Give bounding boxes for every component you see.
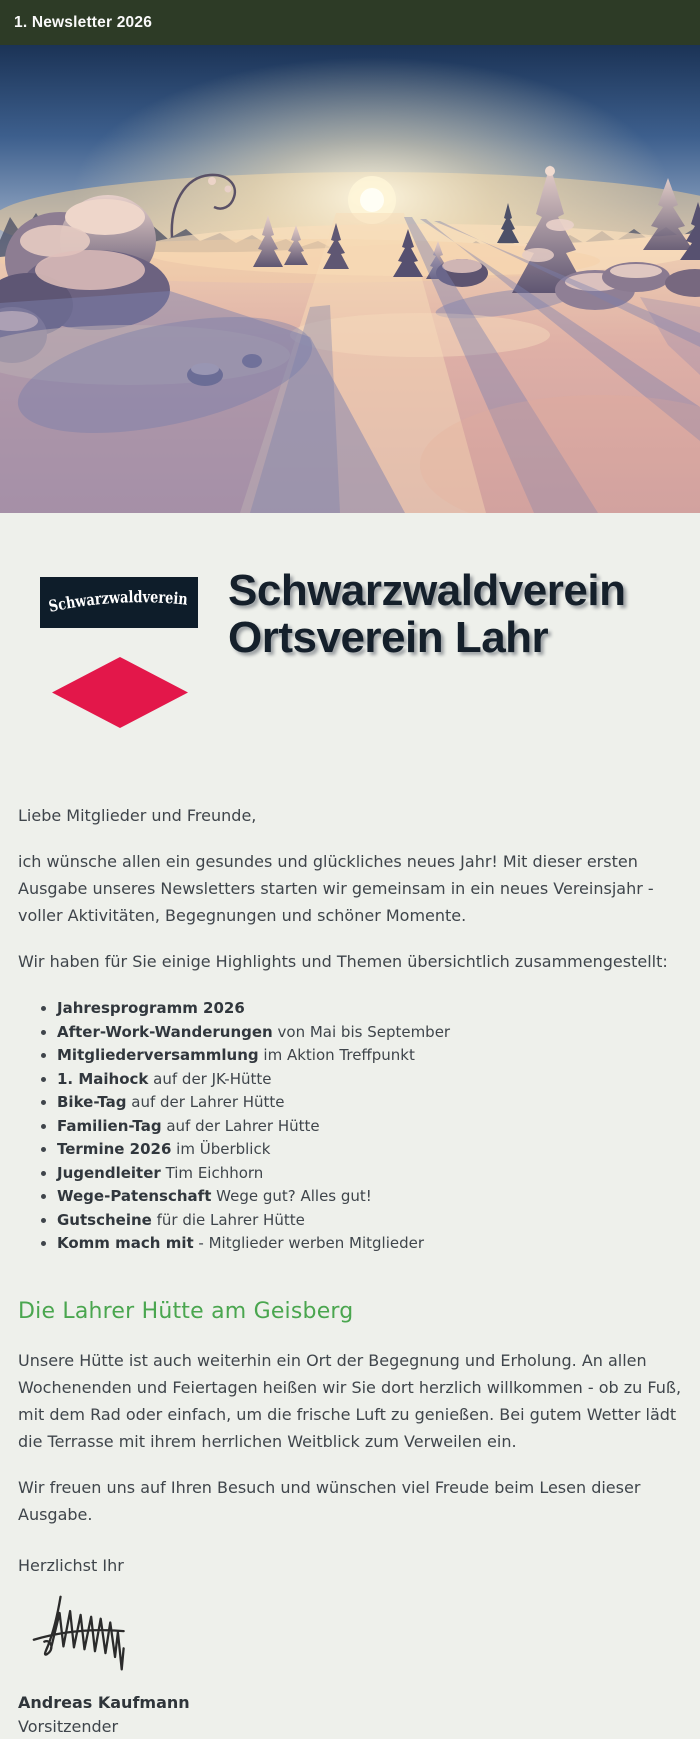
highlight-item: • Familien-Tag auf der Lahrer Hütte bbox=[57, 1115, 682, 1139]
salutation: Liebe Mitglieder und Freunde, bbox=[18, 806, 257, 825]
section-paragraph-2: Wir freuen uns auf Ihren Besuch und wünschen viel Freude beim Lesen dieser Ausgabe. bbox=[18, 1477, 641, 1524]
diamond-logo bbox=[52, 657, 188, 728]
hero-photo bbox=[0, 45, 700, 513]
highlight-item: • Bike-Tag auf der Lahrer Hütte bbox=[57, 1091, 682, 1115]
signer-role: Vorsitzender bbox=[18, 1716, 119, 1736]
highlight-item: • 1. Maihock auf der JK-Hütte bbox=[57, 1068, 682, 1092]
highlight-item: • Jugendleiter Tim Eichhorn bbox=[57, 1162, 682, 1186]
highlight-item: • Wege-Patenschaft Wege gut? Alles gut! bbox=[57, 1185, 682, 1209]
brand-section bbox=[0, 513, 700, 728]
schwarzwaldverein-logo bbox=[40, 577, 198, 628]
highlight-item: • Mitgliederversammlung im Aktion Treffpunkt bbox=[57, 1044, 682, 1068]
brand-title bbox=[228, 567, 625, 661]
highlight-item: • Gutscheine für die Lahrer Hütte bbox=[57, 1209, 682, 1233]
closing-line: Herzlichst Ihr bbox=[18, 1555, 124, 1575]
top-bar bbox=[0, 0, 700, 45]
highlight-item: • Termine 2026 im Überblick bbox=[57, 1138, 682, 1162]
section-paragraph-1: Unsere Hütte ist auch weiterhin ein Ort der Begegnung und Erholung. An allen Wochenenden und Feiertagen heißen wir Sie dort herzlich willkommen - ob zu Fuß, mit dem Rad oder einfach, um die frische Luft zu genießen. Bei gutem Wetter lädt die Terrasse mit ihrem herrlichen Weitblick zum Verweilen ein. bbox=[18, 1350, 682, 1451]
highlights-list bbox=[18, 997, 682, 1256]
highlights-lead: Wir haben für Sie einige Highlights und Themen übersichtlich zusammengestellt: bbox=[18, 952, 668, 971]
logo-text: Schwarzwaldverein bbox=[46, 587, 191, 616]
highlight-item: • Jahresprogramm 2026 bbox=[57, 997, 682, 1021]
signature-image bbox=[28, 1591, 160, 1677]
highlight-item: • Komm mach mit - Mitglieder werben Mitglieder bbox=[57, 1232, 682, 1256]
newsletter-title: 1. Newsletter 2026 bbox=[14, 13, 153, 31]
signer-name: Andreas Kaufmann bbox=[18, 1692, 190, 1712]
intro-paragraph: ich wünsche allen ein gesundes und glückliches neues Jahr! Mit dieser ersten Ausgabe unseres Newsletters starten wir gemeinsam in ein neues Vereinsjahr - voller Aktivitäten, Begegnungen und schöner Momente. bbox=[18, 852, 654, 925]
brand-title-line1: Schwarzwaldverein bbox=[228, 566, 626, 615]
highlight-item: • After-Work-Wanderungen von Mai bis September bbox=[57, 1021, 682, 1045]
section-heading: Die Lahrer Hütte am Geisberg bbox=[18, 1298, 354, 1324]
sun bbox=[360, 188, 384, 212]
brand-title-line2: Ortsverein Lahr bbox=[228, 613, 549, 662]
letter-body bbox=[0, 802, 700, 1739]
